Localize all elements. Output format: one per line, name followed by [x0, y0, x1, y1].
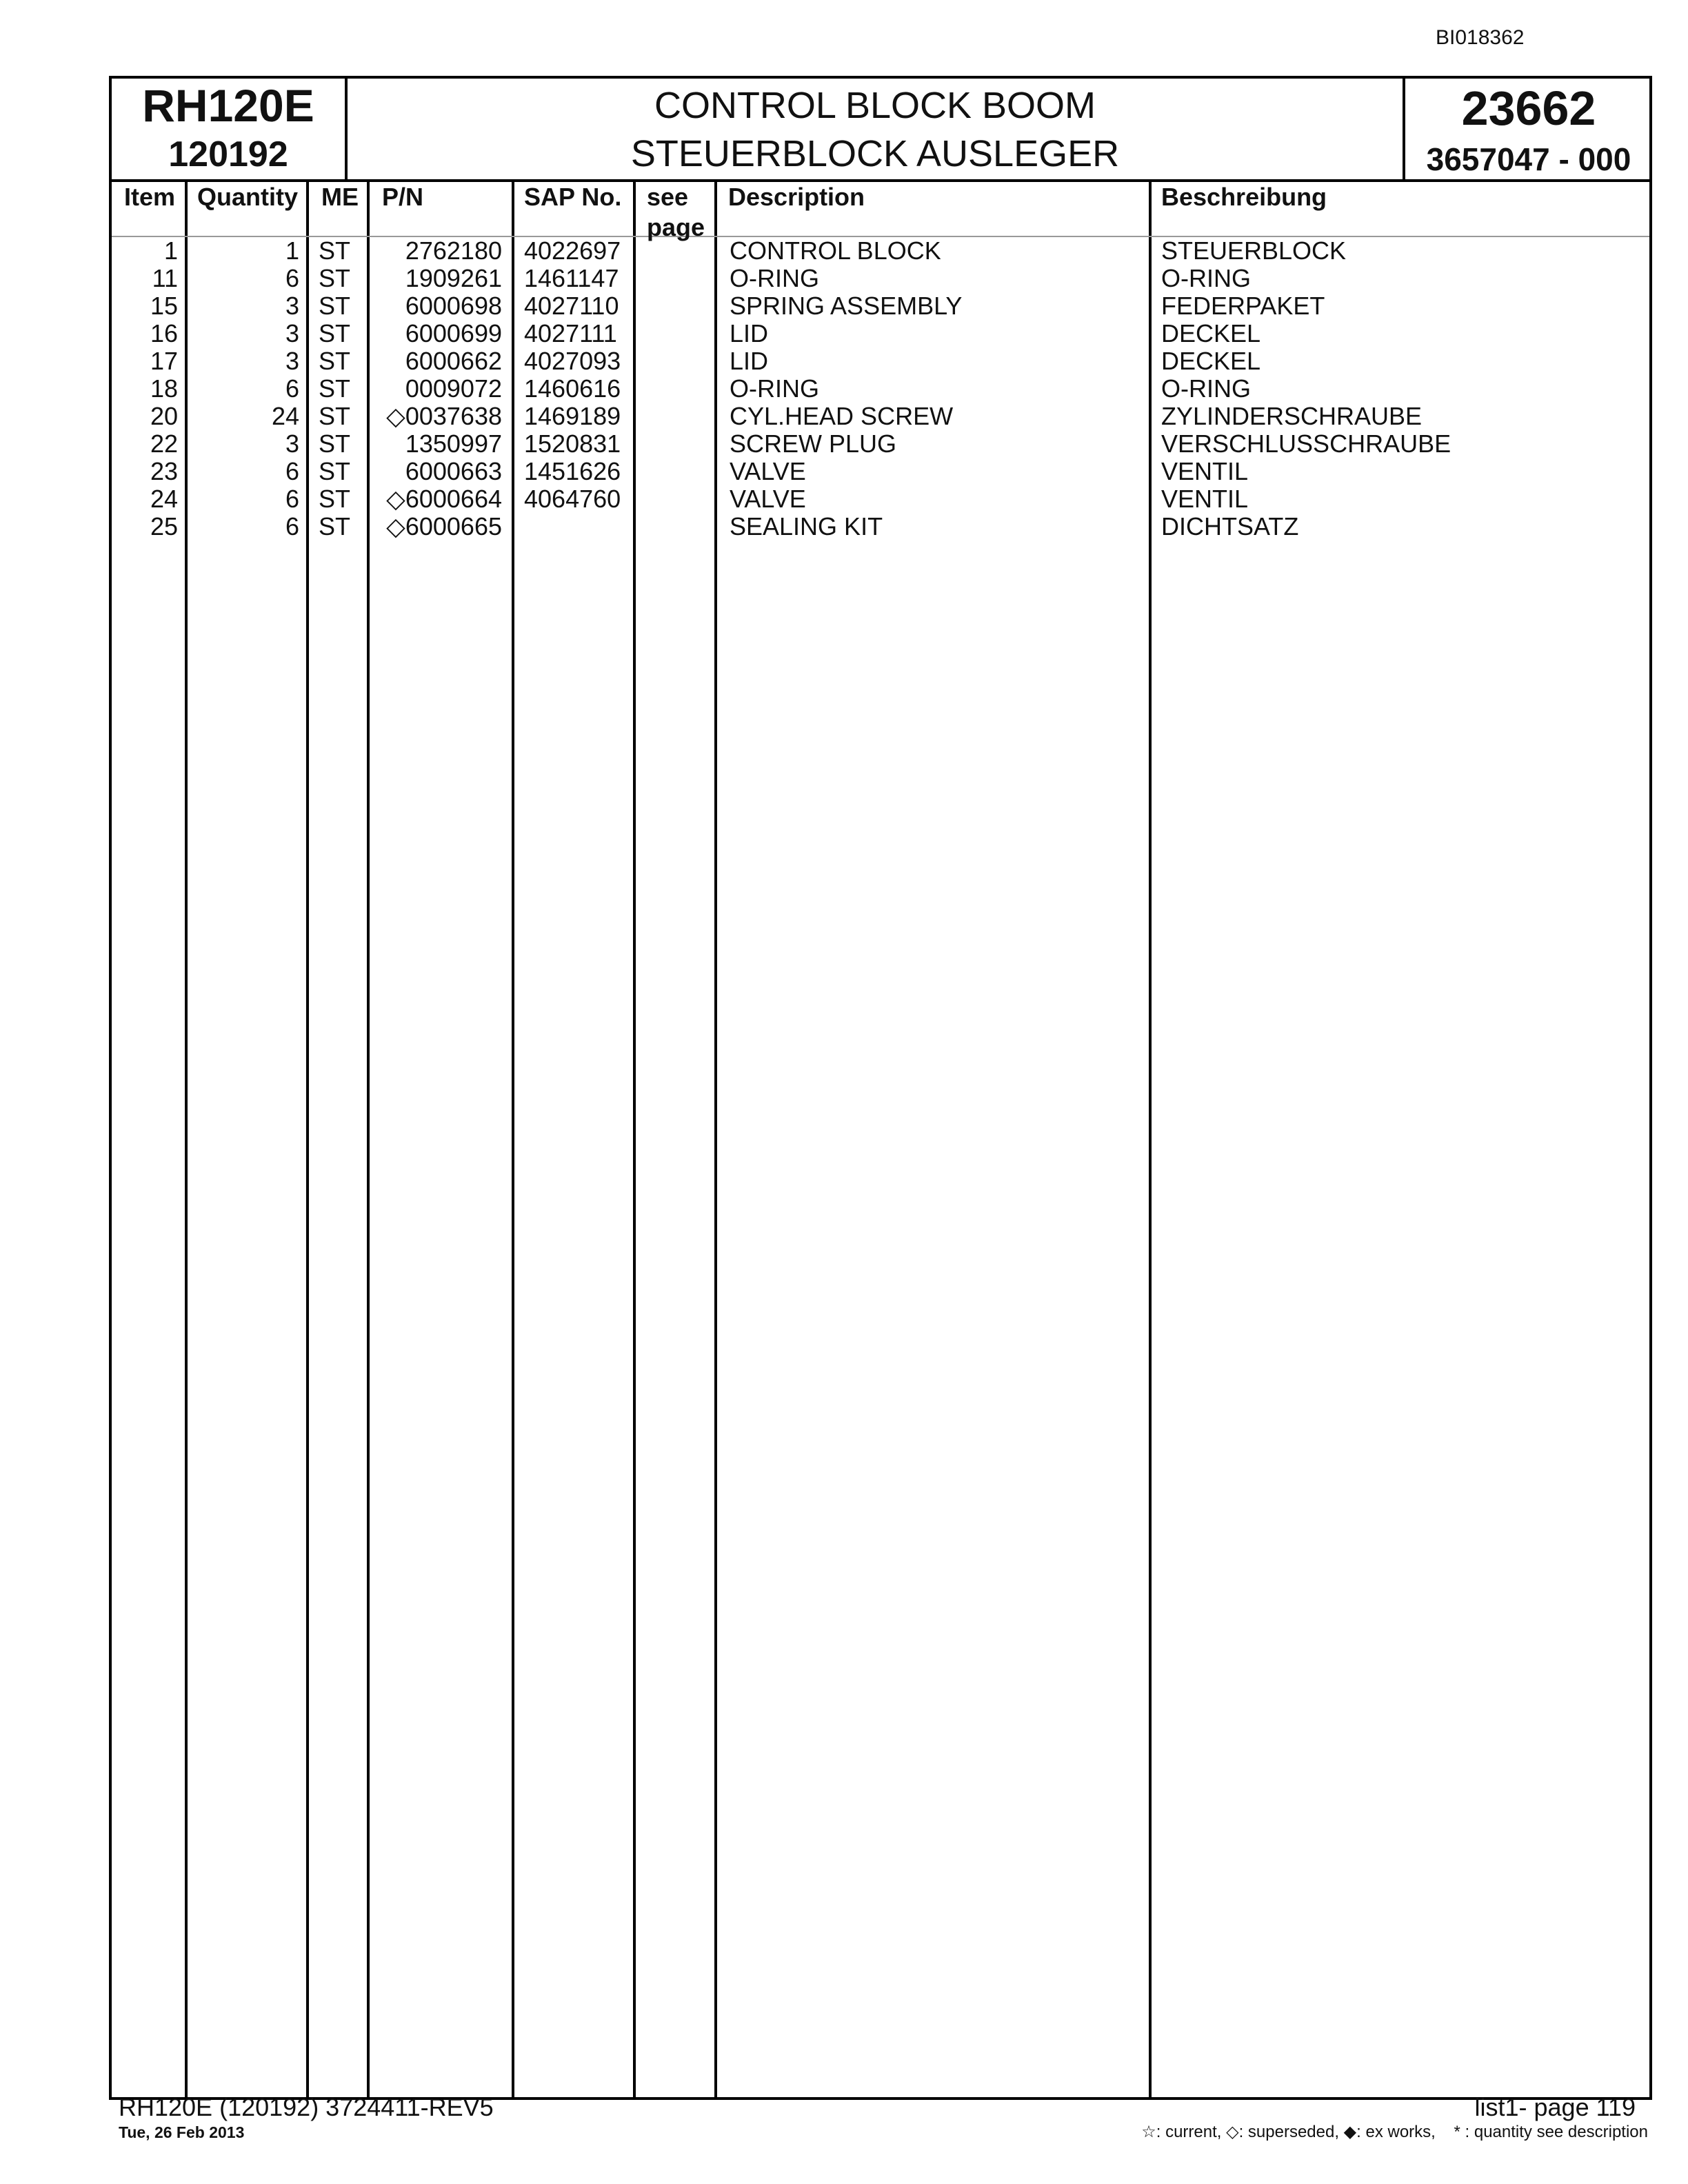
cell-quantity: 6: [285, 485, 299, 513]
cell-beschreibung: STEUERBLOCK: [1161, 236, 1347, 265]
column-header-quantity: Quantity: [197, 183, 299, 211]
cell-me: ST: [319, 236, 351, 265]
title-english: CONTROL BLOCK BOOM: [654, 85, 1096, 126]
cell-quantity: 3: [285, 319, 299, 347]
cell-beschreibung: FEDERPAKET: [1161, 292, 1325, 320]
cell-pn: 6000663: [405, 457, 502, 485]
cell-pn: 6000699: [405, 319, 502, 347]
column-divider: [1149, 182, 1152, 2097]
cell-item: 15: [150, 292, 178, 320]
column-divider: [367, 182, 370, 2097]
cell-quantity: 6: [285, 457, 299, 485]
column-header-page: page: [647, 213, 705, 241]
title-box: [348, 79, 1403, 179]
cell-sap: 1520831: [524, 429, 621, 458]
footer-page-number: list1- page 119: [1474, 2093, 1636, 2121]
column-header-me: ME: [321, 183, 359, 211]
cell-description: VALVE: [730, 485, 806, 513]
legend-ex-works: ◆: ex works,: [1343, 2123, 1436, 2141]
cell-sap: 1460616: [524, 374, 621, 403]
legend-superseded: ◇: superseded,: [1226, 2123, 1339, 2141]
cell-quantity: 6: [285, 374, 299, 403]
cell-sap: 1461147: [524, 264, 619, 292]
cell-pn: ◇6000664: [386, 485, 502, 513]
group-number: 23662: [1461, 81, 1596, 135]
cell-item: 25: [150, 512, 178, 540]
cell-item: 1: [163, 236, 178, 265]
cell-quantity: 3: [285, 429, 299, 458]
cell-beschreibung: ZYLINDERSCHRAUBE: [1161, 402, 1423, 430]
cell-beschreibung: O-RING: [1161, 264, 1251, 292]
cell-beschreibung: VENTIL: [1161, 457, 1249, 485]
cell-me: ST: [319, 512, 351, 540]
model-box: [112, 79, 348, 179]
cell-pn: 1909261: [405, 264, 502, 292]
cell-sap: 4027111: [524, 319, 617, 347]
cell-pn: ◇0037638: [386, 402, 502, 430]
cell-item: 20: [150, 402, 178, 430]
serial-number: 120192: [168, 134, 288, 174]
symbol-legend: [1076, 2122, 1648, 2142]
cell-quantity: 6: [285, 264, 299, 292]
cell-item: 16: [150, 319, 178, 347]
cell-sap: 4022697: [524, 236, 621, 265]
cell-me: ST: [319, 402, 351, 430]
cell-description: SCREW PLUG: [730, 429, 897, 458]
cell-me: ST: [319, 319, 351, 347]
cell-description: O-RING: [730, 374, 819, 403]
cell-quantity: 3: [285, 347, 299, 375]
parts-list-frame: [109, 76, 1652, 2100]
column-divider: [512, 182, 514, 2097]
cell-beschreibung: DICHTSATZ: [1161, 512, 1299, 540]
document-id: BI018362: [1436, 26, 1525, 49]
cell-description: VALVE: [730, 457, 806, 485]
cell-quantity: 24: [271, 402, 299, 430]
column-divider: [714, 182, 717, 2097]
cell-quantity: 3: [285, 292, 299, 320]
cell-item: 18: [150, 374, 178, 403]
cell-item: 17: [150, 347, 178, 375]
drawing-number: 3657047 - 000: [1426, 141, 1631, 177]
cell-pn: 6000662: [405, 347, 502, 375]
cell-me: ST: [319, 292, 351, 320]
model-name: RH120E: [142, 80, 314, 131]
cell-description: SPRING ASSEMBLY: [730, 292, 963, 320]
cell-beschreibung: DECKEL: [1161, 319, 1261, 347]
cell-quantity: 1: [285, 236, 299, 265]
cell-description: O-RING: [730, 264, 819, 292]
cell-me: ST: [319, 485, 351, 513]
cell-me: ST: [319, 374, 351, 403]
cell-sap: 4027110: [524, 292, 619, 320]
title-german: STEUERBLOCK AUSLEGER: [630, 133, 1120, 174]
cell-me: ST: [319, 429, 351, 458]
column-header-description: Description: [728, 183, 865, 211]
cell-item: 23: [150, 457, 178, 485]
cell-beschreibung: O-RING: [1161, 374, 1251, 403]
cell-item: 24: [150, 485, 178, 513]
cell-description: SEALING KIT: [730, 512, 883, 540]
legend-current: ☆: current,: [1141, 2123, 1222, 2141]
cell-sap: 4064760: [524, 485, 621, 513]
cell-beschreibung: VERSCHLUSSCHRAUBE: [1161, 429, 1451, 458]
cell-item: 22: [150, 429, 178, 458]
column-divider: [306, 182, 309, 2097]
cell-beschreibung: DECKEL: [1161, 347, 1261, 375]
cell-pn: 6000698: [405, 292, 502, 320]
cell-item: 11: [152, 264, 178, 292]
cell-beschreibung: VENTIL: [1161, 485, 1249, 513]
legend-quantity: * : quantity see description: [1454, 2123, 1648, 2141]
cell-me: ST: [319, 264, 351, 292]
column-header-item: Item: [124, 183, 176, 211]
cell-description: CONTROL BLOCK: [730, 236, 941, 265]
cell-quantity: 6: [285, 512, 299, 540]
group-box: [1403, 79, 1652, 179]
cell-pn: 2762180: [405, 236, 502, 265]
cell-me: ST: [319, 457, 351, 485]
footer-date: Tue, 26 Feb 2013: [119, 2123, 245, 2141]
cell-description: CYL.HEAD SCREW: [730, 402, 954, 430]
cell-me: ST: [319, 347, 351, 375]
column-header-beschreibung: Beschreibung: [1161, 183, 1327, 211]
column-header-see: see: [647, 183, 689, 211]
cell-sap: 1469189: [524, 402, 621, 430]
cell-sap: 1451626: [524, 457, 621, 485]
cell-sap: 4027093: [524, 347, 621, 375]
column-header-pn: P/N: [382, 183, 424, 211]
cell-pn: 1350997: [405, 429, 502, 458]
cell-description: LID: [730, 347, 769, 375]
cell-description: LID: [730, 319, 769, 347]
footer-reference: RH120E (120192) 3724411-REV5: [119, 2093, 494, 2121]
cell-pn: 0009072: [405, 374, 502, 403]
column-header-sap: SAP No.: [524, 183, 622, 211]
cell-pn: ◇6000665: [386, 512, 502, 540]
